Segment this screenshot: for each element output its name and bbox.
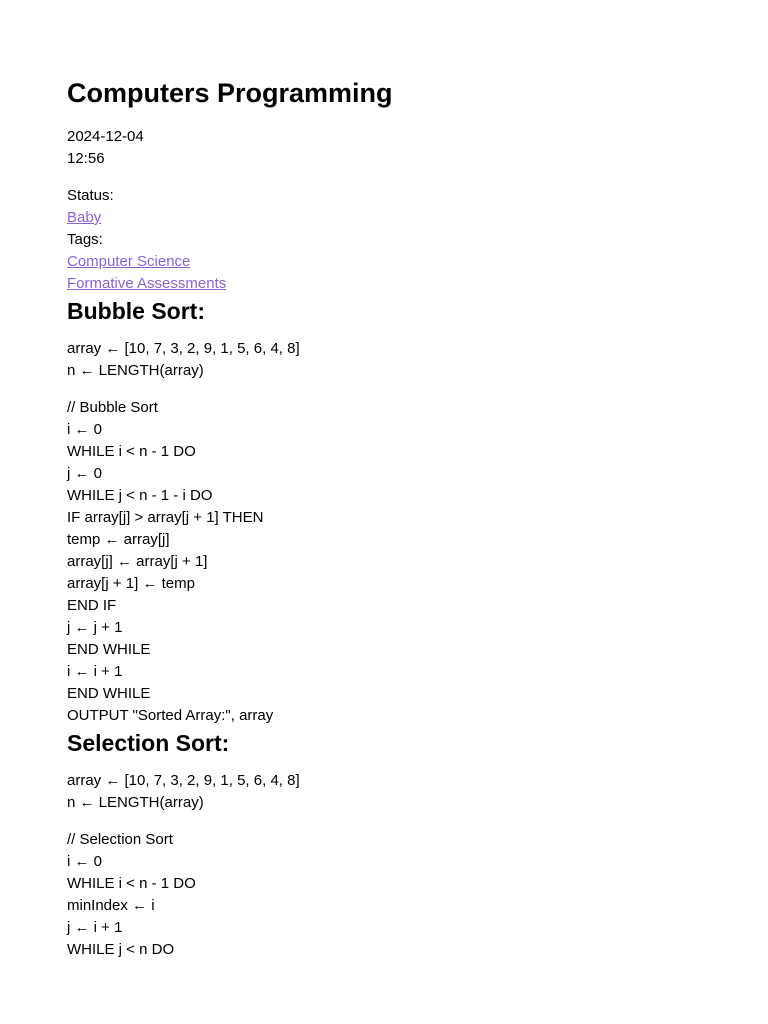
code-line: IF array[j] > array[j + 1] THEN xyxy=(67,509,264,526)
code-line: WHILE j < n DO xyxy=(67,941,175,958)
code-line: // Bubble Sort xyxy=(67,399,158,416)
selection-sort-setup xyxy=(67,770,701,814)
code-line: n ← LENGTH(array) xyxy=(67,362,204,379)
code-line: minIndex ← i xyxy=(67,897,155,914)
tag-link-computer-science[interactable]: Computer Science xyxy=(67,253,191,270)
code-line: WHILE i < n - 1 DO xyxy=(67,875,196,892)
status-label: Status: xyxy=(67,187,114,204)
code-line: temp ← array[j] xyxy=(67,531,170,548)
code-line: END IF xyxy=(67,597,117,614)
code-line: array ← [10, 7, 3, 2, 9, 1, 5, 6, 4, 8] xyxy=(67,772,300,789)
code-line: array[j + 1] ← temp xyxy=(67,575,195,592)
date-text: 2024-12-04 xyxy=(67,128,144,145)
code-line: array[j] ← array[j + 1] xyxy=(67,553,208,570)
section-heading-selection-sort: Selection Sort: xyxy=(67,730,230,756)
code-line: WHILE i < n - 1 DO xyxy=(67,443,196,460)
datetime-block xyxy=(67,126,701,170)
section-heading-bubble-sort: Bubble Sort: xyxy=(67,298,205,324)
code-line: END WHILE xyxy=(67,641,151,658)
code-line: j ← i + 1 xyxy=(67,919,123,936)
code-line: i ← 0 xyxy=(67,853,103,870)
code-line: i ← 0 xyxy=(67,421,103,438)
code-line: OUTPUT "Sorted Array:", array xyxy=(67,707,274,724)
bubble-sort-setup xyxy=(67,338,701,382)
code-line: n ← LENGTH(array) xyxy=(67,794,204,811)
code-line: WHILE j < n - 1 - i DO xyxy=(67,487,213,504)
code-line: END WHILE xyxy=(67,685,151,702)
code-line: j ← j + 1 xyxy=(67,619,123,636)
time-text: 12:56 xyxy=(67,150,105,167)
status-link[interactable]: Baby xyxy=(67,209,102,226)
selection-sort-code xyxy=(67,829,701,961)
page-title: Computers Programming xyxy=(67,78,393,108)
bubble-sort-code xyxy=(67,397,701,727)
code-line: array ← [10, 7, 3, 2, 9, 1, 5, 6, 4, 8] xyxy=(67,340,300,357)
code-line: j ← 0 xyxy=(67,465,103,482)
properties-block xyxy=(67,185,701,295)
code-line: i ← i + 1 xyxy=(67,663,123,680)
tag-link-formative-assessments[interactable]: Formative Assessments xyxy=(67,275,227,292)
tags-label: Tags: xyxy=(67,231,103,248)
code-line: // Selection Sort xyxy=(67,831,173,848)
